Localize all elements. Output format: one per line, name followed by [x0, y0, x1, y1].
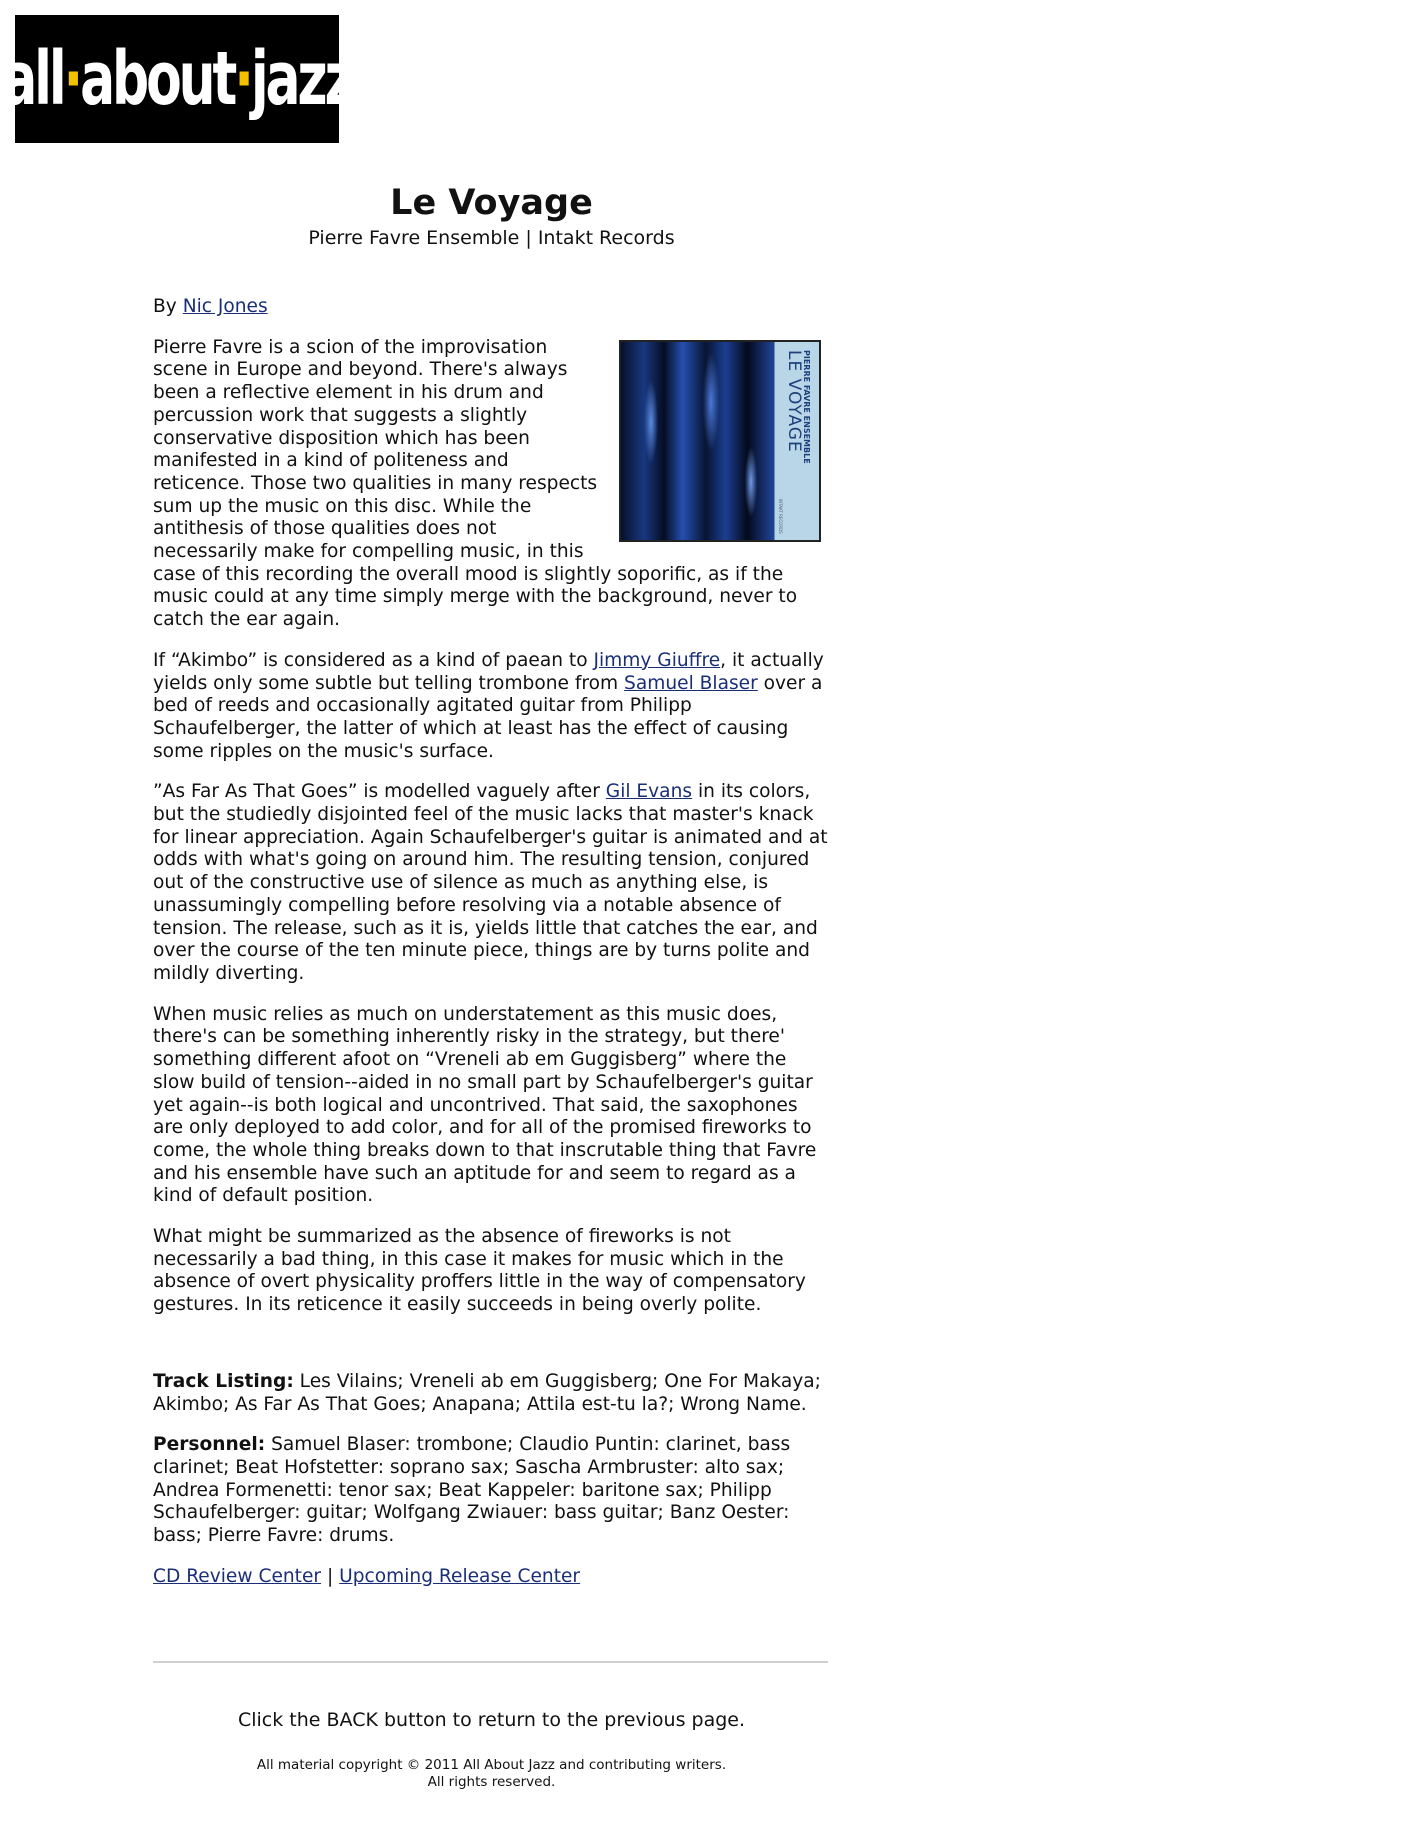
- footer-divider: [153, 1661, 828, 1663]
- track-listing: [153, 1371, 833, 1416]
- site-logo-text: all·about·jazz: [2, 36, 352, 122]
- track-listing-label: Track Listing:: [153, 1370, 294, 1392]
- track-listing-text: Les Vilains; Vreneli ab em Guggisberg; One For Makaya; Akimbo; As Far As That Goes; Anapana; Attila est-tu la?; Wrong Name.: [153, 1370, 821, 1415]
- byline: [153, 296, 833, 319]
- review-paragraph-1: Pierre Favre is a scion of the improvisation scene in Europe and beyond. There's always been a reflective element in his drum and percussion work that suggests a slightly conservative disposition which has been manifested in a kind of politeness and reticence. Those two qualities in many respects sum up the music on this disc. While the antithesis of those qualities does not necessarily make for compelling music, in this case of this recording the overall mood is slightly soporific, as if the music could at any time simply merge with the background, never to catch the ear again.: [153, 336, 798, 631]
- site-logo[interactable]: [2, 15, 352, 143]
- album-cover-image: [619, 340, 821, 542]
- upcoming-release-center-link[interactable]: Upcoming Release Center: [339, 1565, 581, 1587]
- logo-dot: ·: [63, 36, 81, 122]
- album-cover-title: LE VOYAGE: [784, 349, 804, 453]
- personnel: [153, 1434, 833, 1548]
- review-paragraph-2: If “Akimbo” is considered as a kind of paean to Jimmy Giuffre, it actually yields only some subtle but telling trombone from Samuel Blaser over a bed of reeds and occasionally agitated guitar from Philipp Schaufelberger, the latter of which at least has the effect of causing some ripples on the music's surface.: [153, 649, 824, 762]
- footer-links: [153, 1566, 833, 1589]
- byline-label: By: [153, 296, 177, 317]
- review-paragraph-5: What might be summarized as the absence of fireworks is not necessarily a bad thing, in this case it makes for music which in the absence of overt physicality proffers little in the way of compensatory gestures. In its reticence it easily succeeds in being overly polite.: [153, 1226, 806, 1316]
- page-title: Le Voyage: [390, 183, 593, 223]
- cd-review-center-link[interactable]: CD Review Center: [153, 1565, 322, 1587]
- album-cover-spine: [774, 342, 819, 540]
- review-paragraph-4: When music relies as much on understatement as this music does, there's can be something inherently risky in the strategy, but there' something different afoot on “Vreneli ab em Guggisberg” where the slow build of tension--aided in no small part by Schaufelberger's guitar yet again--is both logical and uncontrived. That said, the saxophones are only deployed to add color, and for all of the promised fireworks to come, the whole thing breaks down to that inscrutable thing that Favre and his ensemble have such an aptitude for and seem to regard as a kind of default position.: [153, 1003, 817, 1207]
- author-link[interactable]: Nic Jones: [182, 296, 268, 317]
- album-cover-art: [621, 342, 775, 540]
- album-cover-label: INTAKT RECORDS: [778, 498, 783, 534]
- personnel-text: Samuel Blaser: trombone; Claudio Puntin: clarinet, bass clarinet; Beat Hofstetter: soprano sax; Sascha Armbruster: alto sax; Andrea Formenetti: tenor sax; Beat Kappeler: baritone sax; Philipp Schaufelberger: guitar; Wolfgang Zwiauer: bass guitar; Banz Oester: bass; Pierre Favre: drums.: [153, 1434, 791, 1547]
- artist-link-gil-evans[interactable]: Gil Evans: [605, 781, 693, 803]
- section-spacer: [153, 1335, 833, 1371]
- artist-link-jimmy-giuffre[interactable]: Jimmy Giuffre: [593, 649, 721, 671]
- review-paragraph-3: ”As Far As That Goes” is modelled vaguely after Gil Evans in its colors, but the studiedly disjointed feel of the music lacks that master's knack for linear appreciation. Again Schaufelberger's guitar is animated and at odds with what's going on around him. The resulting tension, conjured out of the constructive use of silence as much as anything else, is unassumingly compelling before resolving via a notable absence of tension. The release, such as it is, yields little that catches the ear, and over the course of the ten minute piece, things are by turns polite and mildly diverting.: [153, 781, 828, 984]
- review-content: [153, 296, 833, 1606]
- copyright-notice: [153, 1757, 830, 1791]
- personnel-label: Personnel:: [153, 1434, 266, 1456]
- copyright-line-2: All rights reserved.: [427, 1774, 556, 1790]
- album-cover-artist: PIERRE FAVRE ENSEMBLE: [802, 349, 811, 464]
- copyright-line-1: All material copyright © 2011 All About Jazz and contributing writers.: [256, 1757, 727, 1773]
- footer-link-separator: |: [321, 1565, 340, 1587]
- back-button-note: Click the BACK button to return to the previous page.: [237, 1709, 746, 1731]
- artist-link-samuel-blaser[interactable]: Samuel Blaser: [624, 672, 758, 694]
- page-subtitle: Pierre Favre Ensemble | Intakt Records: [308, 227, 675, 249]
